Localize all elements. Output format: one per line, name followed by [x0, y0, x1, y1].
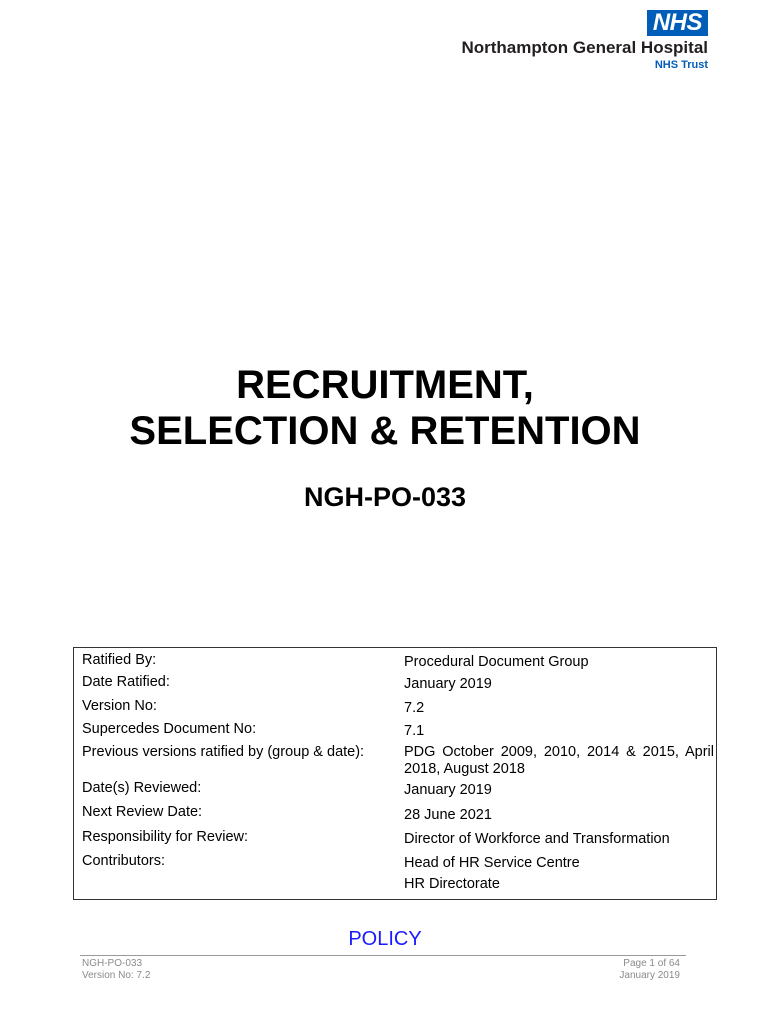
details-value: January 2019 [404, 676, 492, 692]
details-label: Version No: [82, 698, 157, 714]
details-label: Date(s) Reviewed: [82, 780, 202, 796]
organisation-name: Northampton General Hospital [461, 38, 708, 57]
details-value: January 2019 [404, 782, 492, 798]
nhs-logo-badge: NHS [647, 10, 708, 36]
footer-divider [80, 955, 686, 956]
footer-date: January 2019 [619, 970, 680, 981]
details-label: Previous versions ratified by (group & date): [82, 744, 365, 760]
details-value-2: HR Directorate [404, 876, 500, 892]
title-line-2: SELECTION & RETENTION [129, 409, 641, 453]
details-value: Director of Workforce and Transformation [404, 831, 670, 847]
document-code: NGH-PO-033 [303, 482, 467, 512]
details-value: 7.2 [404, 700, 425, 716]
details-label: Contributors: [82, 853, 166, 869]
details-value: Procedural Document Group [404, 654, 589, 670]
details-label: Next Review Date: [82, 804, 203, 820]
footer-doc-code: NGH-PO-033 [82, 958, 143, 969]
nhs-trust-logo [461, 10, 708, 71]
document-title-block [0, 362, 770, 513]
details-label: Ratified By: [82, 652, 157, 668]
document-type-label: POLICY [348, 928, 422, 950]
document-details-table [73, 647, 717, 900]
details-value: PDG October 2009, 2010, 2014 & 2015, April 2018, August 2018 [404, 744, 714, 777]
details-value: 7.1 [404, 723, 425, 739]
trust-label: NHS Trust [654, 59, 708, 71]
details-label: Supercedes Document No: [82, 721, 257, 737]
details-label: Responsibility for Review: [82, 829, 249, 845]
details-label: Date Ratified: [82, 674, 170, 690]
footer-version: Version No: 7.2 [82, 970, 151, 981]
details-value: 28 June 2021 [404, 807, 492, 823]
title-line-1: RECRUITMENT, [236, 363, 534, 407]
footer-page-number: Page 1 of 64 [623, 958, 680, 969]
details-value: Head of HR Service Centre [404, 855, 580, 871]
